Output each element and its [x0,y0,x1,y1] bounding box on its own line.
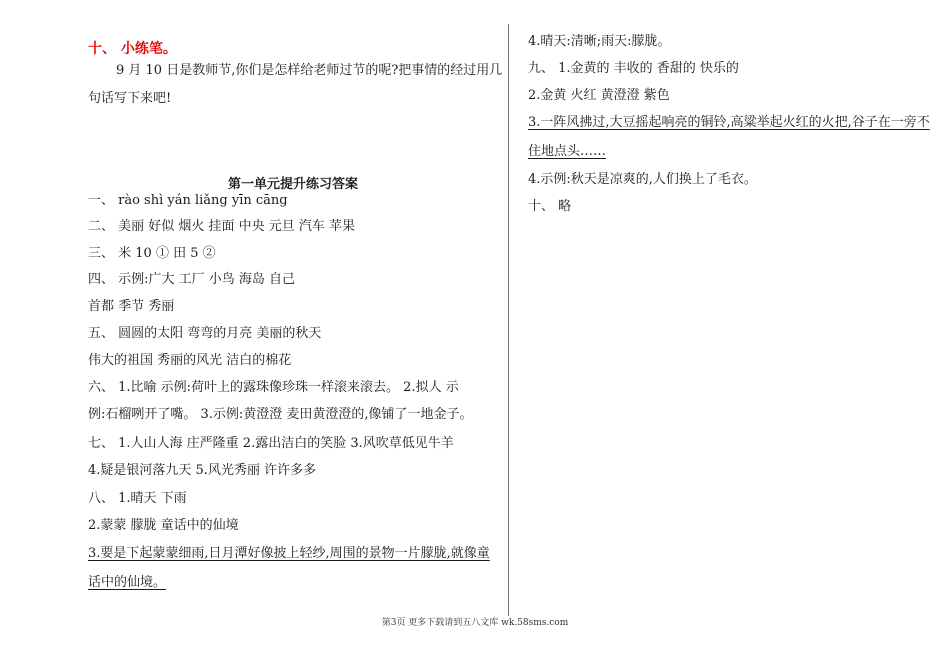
answer-title: 第一单元提升练习答案 [228,177,359,192]
answer-7-line-1: 七、 1.人山人海 庄严隆重 2.露出洁白的笑脸 3.风吹草低见牛羊 [88,436,454,451]
prompt-line-2: 句话写下来吧! [88,91,172,106]
right-line-1: 4.晴天:清晰;雨天:朦胧。 [528,34,671,49]
prompt-line-1: 9 月 10 日是教师节,你们是怎样给老师过节的呢?把事情的经过用几 [116,63,503,78]
right-line-2: 九、 1.金黄的 丰收的 香甜的 快乐的 [528,61,739,76]
right-line-6: 4.示例:秋天是凉爽的,人们换上了毛衣。 [528,172,757,187]
answer-3: 三、 米 10 ① 田 5 ② [88,246,216,261]
answer-4-line-1: 四、 示例:广大 工厂 小鸟 海岛 自己 [88,272,296,287]
answer-6-line-2: 例:石榴咧开了嘴。 3.示例:黄澄澄 麦田黄澄澄的,像铺了一地金子。 [88,407,473,422]
answer-6-line-1: 六、 1.比喻 示例:荷叶上的露珠像珍珠一样滚来滚去。 2.拟人 示 [88,380,459,395]
right-line-3: 2.金黄 火红 黄澄澄 紫色 [528,88,670,103]
answer-1: 一、 rào shì yán liǎng yīn cāng [88,193,288,208]
answer-7-line-2: 4.疑是银河落九天 5.风光秀丽 许许多多 [88,463,317,478]
right-line-4: 3.一阵风拂过,大豆摇起响亮的铜铃,高粱举起火红的火把,谷子在一旁不 [528,115,930,130]
answer-8-line-2: 2.蒙蒙 朦胧 童话中的仙境 [88,518,239,533]
answer-4-line-2: 首都 季节 秀丽 [88,299,175,314]
right-line-7: 十、 略 [528,199,572,214]
section-10-title: 十、 小练笔。 [88,41,177,57]
answer-2: 二、 美丽 好似 烟火 挂面 中央 元旦 汽车 苹果 [88,219,356,234]
answer-8-line-1: 八、 1.晴天 下雨 [88,491,187,506]
answer-5-line-1: 五、 圆圆的太阳 弯弯的月亮 美丽的秋天 [88,326,322,341]
page-footer: 第3页 更多下载请到五八文库 wk.58sms.com [381,618,569,628]
right-line-5: 住地点头…… [528,144,607,159]
answer-8-line-4: 话中的仙境。 [88,575,167,590]
column-divider [508,24,509,616]
answer-8-line-3: 3.要是下起蒙蒙细雨,日月潭好像披上轻纱,周围的景物一片朦胧,就像童 [88,546,490,561]
answer-5-line-2: 伟大的祖国 秀丽的风光 洁白的棉花 [88,353,292,368]
